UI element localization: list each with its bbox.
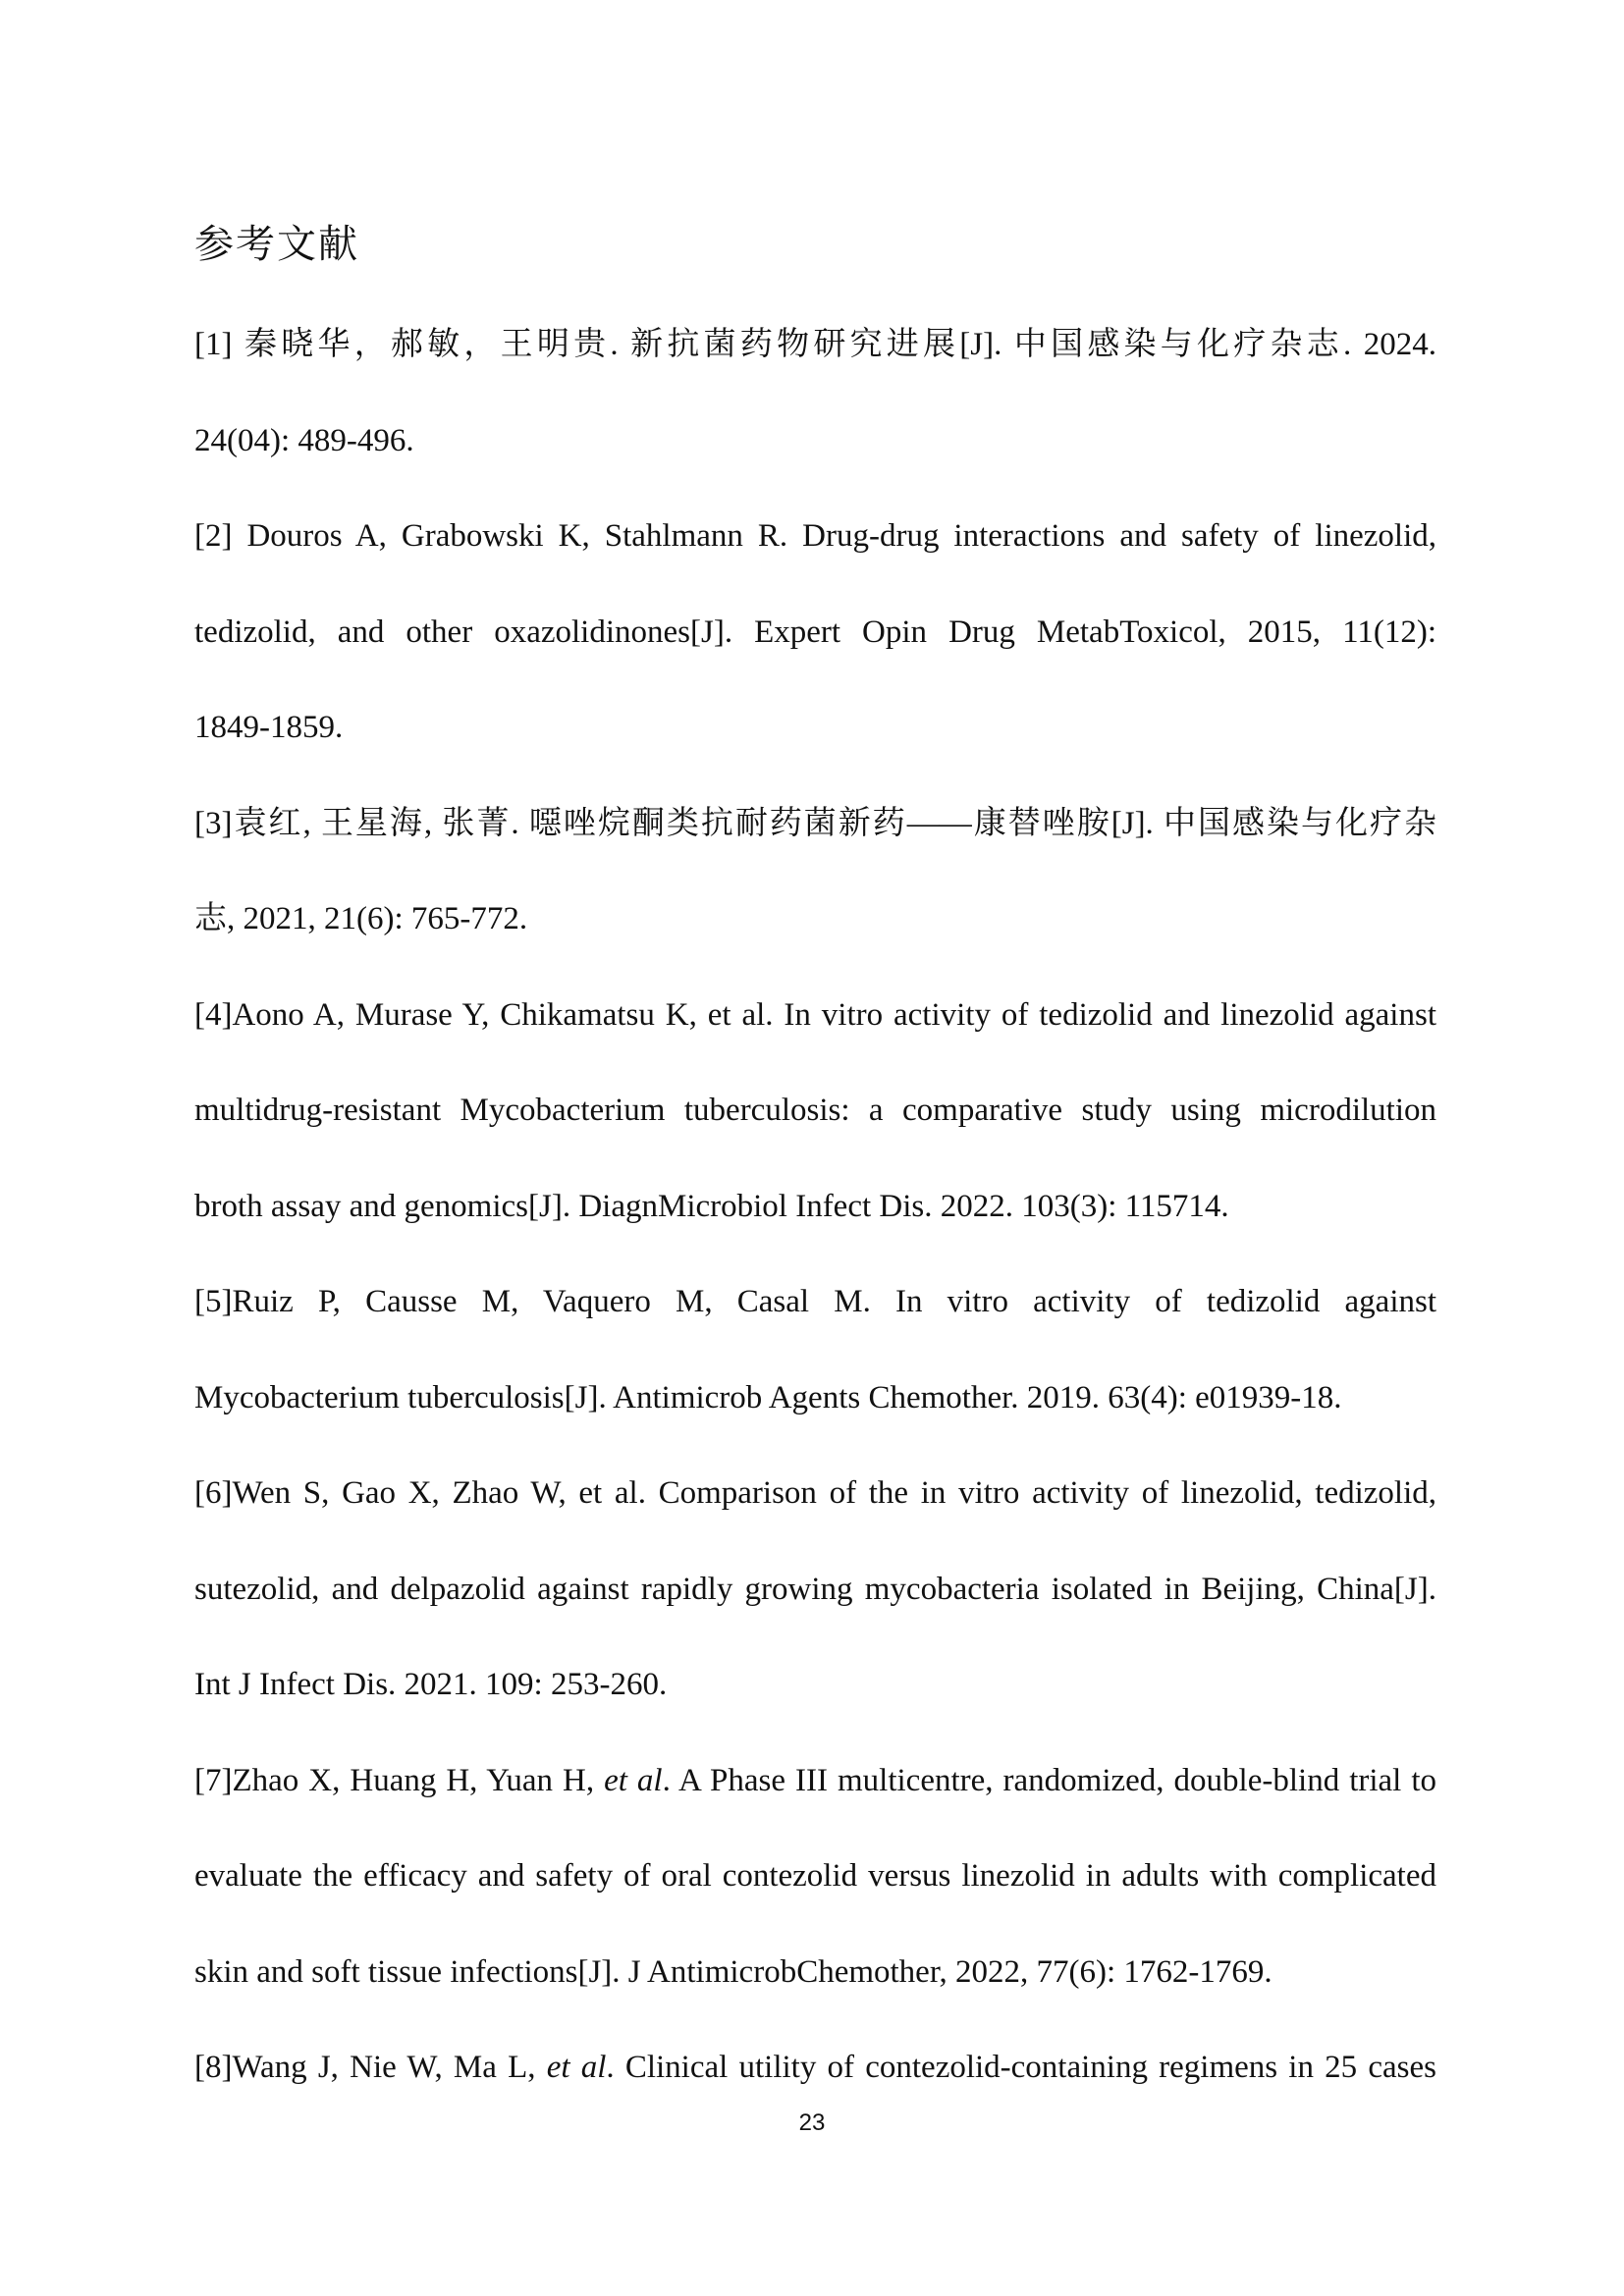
reference-line: 24(04): 489-496. — [194, 422, 414, 458]
reference-line: Int J Infect Dis. 2021. 109: 253-260. — [194, 1667, 668, 1702]
reference-line: [4]Aono A, Murase Y, Chikamatsu K, et al. In vitro activity of tedizolid and linezolid against — [194, 996, 1436, 1033]
reference-item — [194, 1466, 1436, 1753]
page-number: 23 — [798, 2109, 826, 2136]
reference-line: broth assay and genomics[J]. DiagnMicrobiol Infect Dis. 2022. 103(3): 115714. — [194, 1188, 1229, 1224]
reference-item — [194, 317, 1436, 508]
reference-text: [8]Wang J, Nie W, Ma L, — [194, 2050, 547, 2085]
reference-et-al: et al — [546, 2050, 607, 2085]
reference-line: [3]袁红, 王星海, 张菁. 噁唑烷酮类抗耐药菌新药——康替唑胺[J]. 中国感染与化疗杂 — [194, 805, 1436, 841]
reference-line: [6]Wen S, Gao X, Zhao W, et al. Comparison of the in vitro activity of linezolid, tedizolid, — [194, 1475, 1436, 1511]
reference-et-al: et al — [604, 1762, 663, 1798]
reference-item — [194, 1753, 1436, 2041]
reference-line: tedizolid, and other oxazolidinones[J]. Expert Opin Drug MetabToxicol, 2015, 11(12): — [194, 614, 1436, 650]
reference-item — [194, 988, 1436, 1275]
reference-text: [7]Zhao X, Huang H, Yuan H, — [194, 1762, 605, 1798]
reference-line: 志, 2021, 21(6): 765-772. — [194, 901, 528, 936]
reference-line: 1849-1859. — [194, 710, 344, 745]
reference-line: [2] Douros A, Grabowski K, Stahlmann R. Drug-drug interactions and safety of linezolid, — [194, 518, 1436, 554]
reference-item — [194, 508, 1436, 796]
reference-line: evaluate the efficacy and safety of oral contezolid versus linezolid in adults with complicated — [194, 1858, 1436, 1894]
reference-text: . Clinical utility of contezolid-containing regimens in 25 cases — [606, 2050, 1436, 2085]
section-heading: 参考文献 — [194, 222, 359, 267]
reference-line: multidrug-resistant Mycobacterium tuberculosis: a comparative study using microdilution — [194, 1093, 1436, 1128]
reference-line: [5]Ruiz P, Causse M, Vaquero M, Casal M. In vitro activity of tedizolid against — [194, 1284, 1436, 1319]
reference-line: skin and soft tissue infections[J]. J AntimicrobChemother, 2022, 77(6): 1762-1769. — [194, 1953, 1272, 1990]
reference-item — [194, 1274, 1436, 1466]
reference-line: [1] 秦晓华，郝敏，王明贵. 新抗菌药物研究进展[J]. 中国感染与化疗杂志. 2024. — [194, 327, 1436, 362]
reference-line: sutezolid, and delpazolid against rapidly growing mycobacteria isolated in Beijing, China[J]. — [194, 1571, 1436, 1607]
reference-text: . A Phase III multicentre, randomized, double-blind trial to — [662, 1762, 1436, 1798]
reference-item — [194, 796, 1436, 988]
reference-line: Mycobacterium tuberculosis[J]. Antimicrob Agents Chemother. 2019. 63(4): e01939-18. — [194, 1379, 1342, 1415]
reference-line — [194, 1753, 1436, 1849]
reference-list — [194, 317, 1436, 2136]
